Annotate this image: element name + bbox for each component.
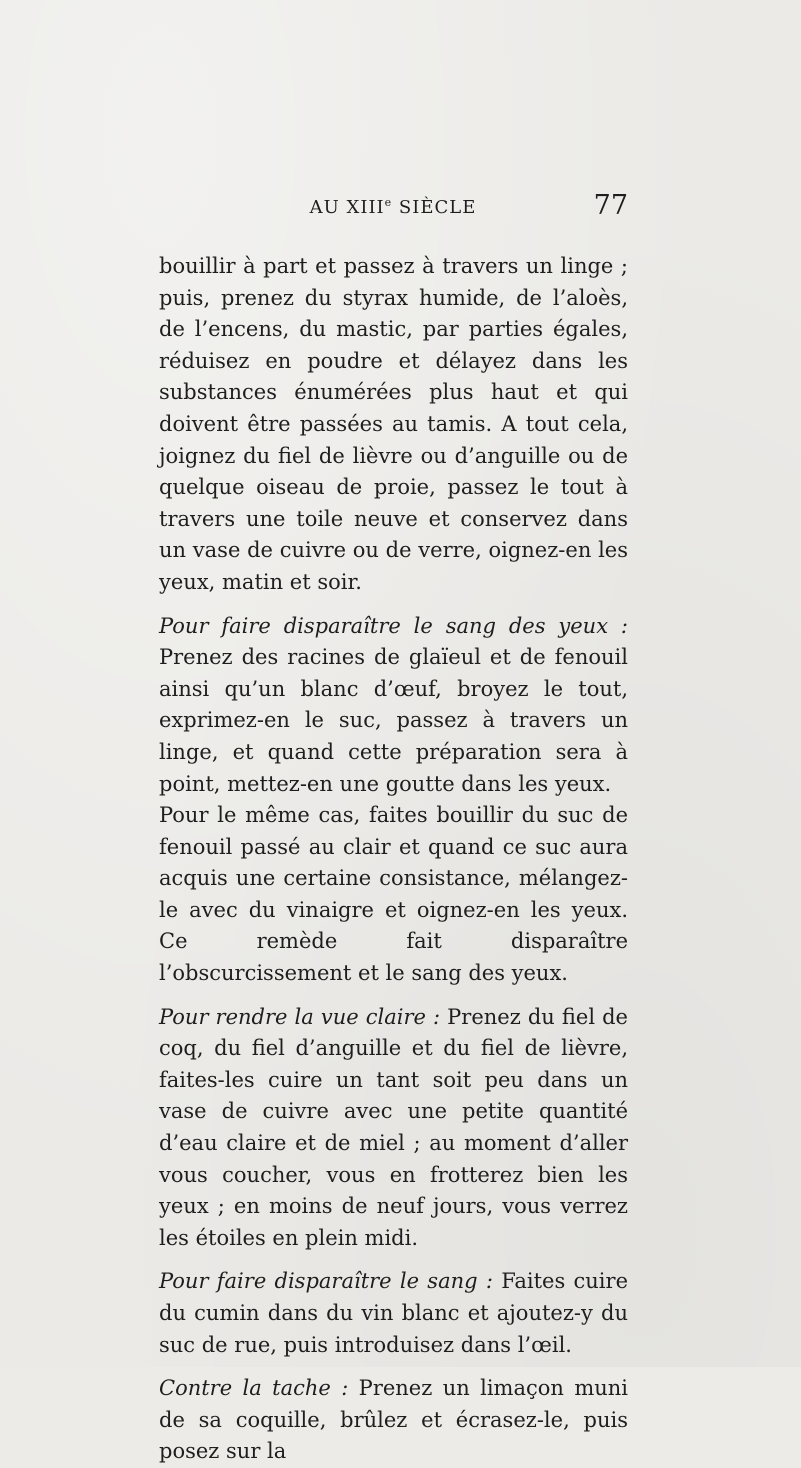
paragraph-lead: Pour faire disparaître le sang : [159, 1269, 493, 1294]
running-title-suffix: SIÈCLE [392, 197, 477, 218]
paragraph-3 [159, 800, 628, 990]
paragraph-lead: Contre la tache : [159, 1376, 349, 1401]
paragraph-text: Prenez un limaçon muni de sa coquille, brûlez et écrasez-le, puis posez sur la [159, 1376, 628, 1464]
paragraph-2 [159, 611, 628, 801]
paragraph-1 [159, 251, 628, 599]
running-title-text: AU XIII [309, 197, 385, 218]
paragraph-6 [159, 1373, 628, 1468]
body-text [159, 251, 628, 1468]
running-title-superscript: e [384, 196, 393, 209]
paragraph-text: Prenez des racines de glaïeul et de fenouil ainsi qu’un blanc d’œuf, broyez le tout, exprimez-en le suc, passez à travers un linge, et quand cette préparation sera à point, mettez-en une goutte dans les yeux. [159, 645, 628, 796]
paragraph-4 [159, 1002, 628, 1255]
paragraph-lead: Pour rendre la vue claire : [159, 1004, 441, 1029]
paragraph-text: Prenez du fiel de coq, du fiel d’anguille et du fiel de lièvre, faites-les cuire un tant soit peu dans un vase de cuivre avec une petite quantité d’eau claire et de miel ; au moment d’aller vous coucher, vous en frotterez bien les yeux ; en moins de neuf jours, vous verrez les étoiles en plein midi. [159, 1004, 628, 1250]
page-number: 77 [593, 190, 628, 221]
running-title [158, 196, 628, 218]
paragraph-text: bouillir à part et passez à travers un linge ; puis, prenez du styrax humide, de l’aloès, de l’encens, du mastic, par parties égales, réduisez en poudre et délayez dans les substances énumérées plus haut et qui doivent être passées au tamis. A tout cela, joignez du fiel de lièvre ou d’anguille ou de quelque oiseau de proie, passez le tout à travers une toile neuve et conservez dans un vase de cuivre ou de verre, oignez-en les yeux, matin et soir. [159, 254, 628, 594]
paragraph-lead: Pour faire disparaître le sang des yeux : [159, 613, 628, 638]
page-header [158, 190, 628, 230]
paragraph-5 [159, 1266, 628, 1361]
paragraph-text: Pour le même cas, faites bouillir du suc de fenouil passé au clair et quand ce suc aura acquis une certaine consistance, mélangez-le avec du vinaigre et oignez-en les yeux. Ce remède fait disparaître l’obscurcissement et le sang des yeux. [159, 803, 628, 986]
paragraph-text: Faites cuire du cumin dans du vin blanc et ajoutez-y du suc de rue, puis introduisez dans l’œil. [159, 1269, 628, 1357]
